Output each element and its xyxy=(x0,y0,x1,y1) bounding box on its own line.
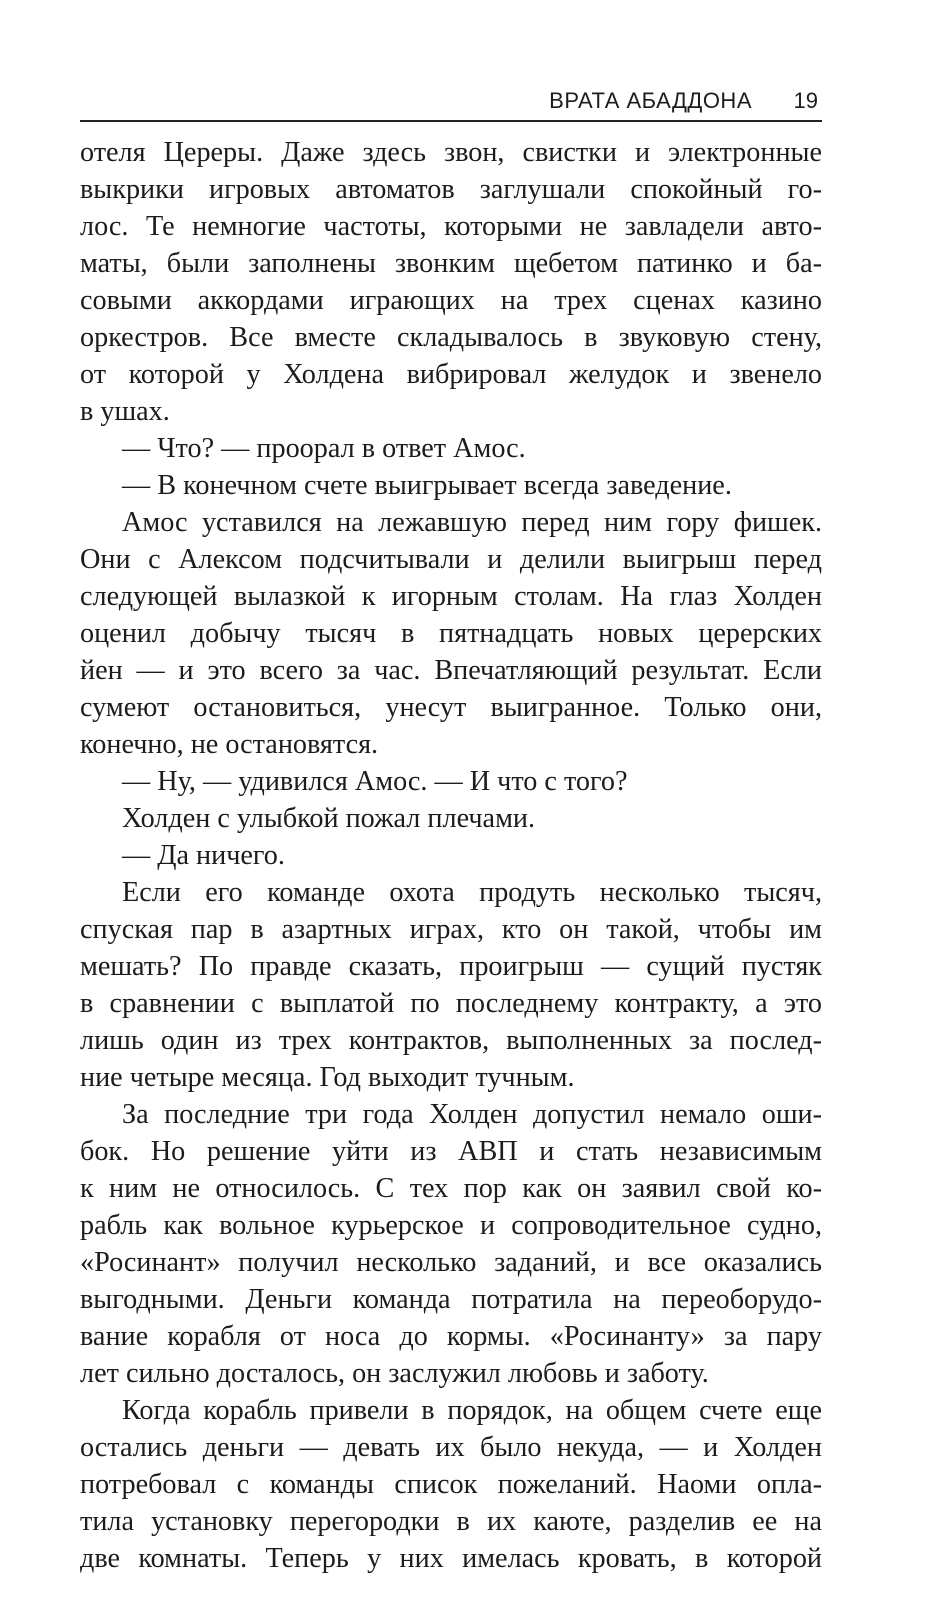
text-line: — Ну, — удивился Амос. — И что с того? xyxy=(122,766,628,797)
text-line: — В конечном счете выигрывает всегда заведение. xyxy=(122,470,732,501)
text-line: Амос уставился на лежавшую перед ним гору фишек. xyxy=(122,507,822,538)
text-line: следующей вылазкой к игорным столам. На глаз Холден xyxy=(80,581,822,612)
text-line: Холден с улыбкой пожал плечами. xyxy=(122,803,536,834)
text-line: маты, были заполнены звонким щебетом патинко и ба- xyxy=(80,248,822,279)
text-line: выгодными. Деньги команда потратила на переоборудо- xyxy=(80,1284,822,1315)
text-line: тила установку перегородки в их каюте, разделив ее на xyxy=(80,1506,822,1537)
text-line: оценил добычу тысяч в пятнадцать новых церерских xyxy=(80,618,822,649)
text-line: вание корабля от носа до кормы. «Росинанту» за пару xyxy=(80,1321,822,1352)
text-line: совыми аккордами играющих на трех сценах казино xyxy=(80,285,822,316)
text-line: лет сильно досталось, он заслужил любовь и заботу. xyxy=(80,1358,709,1389)
running-title: ВРАТА АБАДДОНА xyxy=(549,88,752,113)
text-line: йен — и это всего за час. Впечатляющий результат. Если xyxy=(80,655,822,686)
text-line: ние четыре месяца. Год выходит тучным. xyxy=(80,1062,575,1093)
text-line: «Росинант» получил несколько заданий, и все оказались xyxy=(80,1247,822,1278)
text-line: отеля Цереры. Даже здесь звон, свистки и электронные xyxy=(80,137,822,168)
text-line: к ним не относилось. С тех пор как он заявил свой ко- xyxy=(80,1173,822,1204)
text-line: Когда корабль привели в порядок, на общем счете еще xyxy=(122,1395,822,1426)
text-line: остались деньги — девать их было некуда, — и Холден xyxy=(80,1432,822,1463)
text-line: — Что? — проорал в ответ Амос. xyxy=(122,433,526,464)
running-header xyxy=(80,84,822,122)
text-line: оркестров. Все вместе складывалось в звуковую стену, xyxy=(80,322,822,353)
text-line: За последние три года Холден допустил немало оши- xyxy=(122,1099,822,1130)
text-line: в сравнении с выплатой по последнему контракту, а это xyxy=(80,988,822,1019)
text-line: лос. Те немногие частоты, которыми не завладели авто- xyxy=(80,211,822,242)
text-line: спуская пар в азартных играх, кто он такой, чтобы им xyxy=(80,914,822,945)
text-line: — Да ничего. xyxy=(122,840,285,871)
text-line: Они с Алексом подсчитывали и делили выигрыш перед xyxy=(80,544,822,575)
text-line: потребовал с команды список пожеланий. Наоми опла- xyxy=(80,1469,822,1500)
text-line: от которой у Холдена вибрировал желудок и звенело xyxy=(80,359,822,390)
text-line: выкрики игровых автоматов заглушали спокойный го- xyxy=(80,174,822,205)
text-line: две комнаты. Теперь у них имелась кровать, в которой xyxy=(80,1543,822,1574)
text-line: в ушах. xyxy=(80,396,170,427)
body-text xyxy=(80,134,822,1577)
text-line: сумеют остановиться, унесут выигранное. Только они, xyxy=(80,692,822,723)
text-line: конечно, не остановятся. xyxy=(80,729,379,760)
page-number: 19 xyxy=(793,88,818,113)
text-line: рабль как вольное курьерское и сопроводительное судно, xyxy=(80,1210,822,1241)
text-line: бок. Но решение уйти из АВП и стать независимым xyxy=(80,1136,822,1167)
text-line: мешать? По правде сказать, проигрыш — сущий пустяк xyxy=(80,951,822,982)
text-line: лишь один из трех контрактов, выполненных за послед- xyxy=(80,1025,822,1056)
text-line: Если его команде охота продуть несколько тысяч, xyxy=(122,877,822,908)
